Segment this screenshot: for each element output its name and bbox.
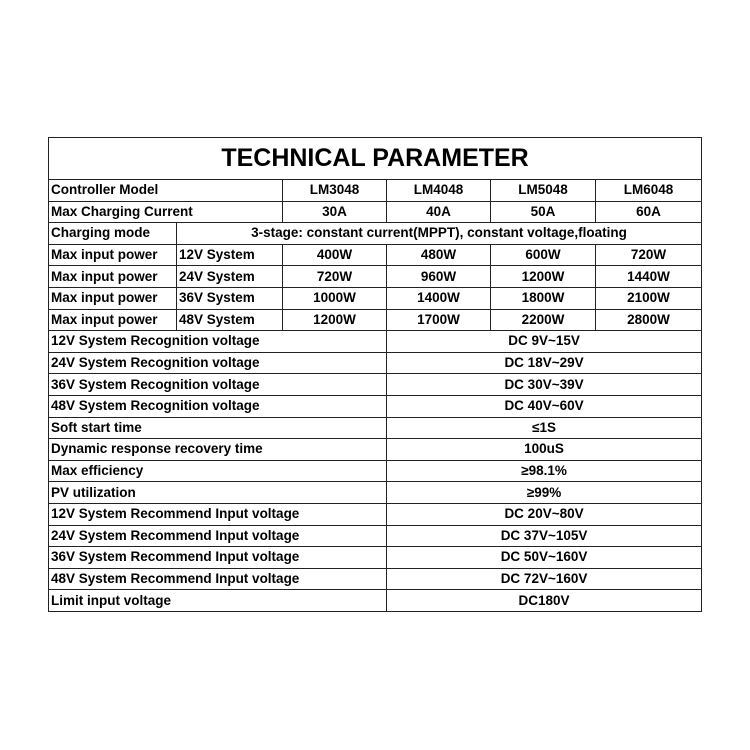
controller-model-row — [49, 180, 702, 202]
row-label: Charging mode — [49, 223, 177, 245]
max-input-power-row — [49, 287, 702, 309]
row-label: Max input power — [49, 309, 177, 331]
row-label: 12V System Recommend Input voltage — [49, 503, 387, 525]
row-label: Max Charging Current — [49, 201, 283, 223]
value-cell: DC180V — [387, 590, 702, 612]
value-cell: 720W — [596, 244, 702, 266]
value-cell: 1800W — [491, 287, 596, 309]
value-cell: DC 9V~15V — [387, 331, 702, 353]
value-cell: 100uS — [387, 439, 702, 461]
value-cell: 720W — [283, 266, 387, 288]
technical-parameter-table — [48, 137, 702, 612]
row-label: Max input power — [49, 287, 177, 309]
spec-row — [49, 331, 702, 353]
max-input-power-row — [49, 266, 702, 288]
row-label: Soft start time — [49, 417, 387, 439]
spec-row — [49, 439, 702, 461]
system-cell: 24V System — [177, 266, 283, 288]
row-label: Dynamic response recovery time — [49, 439, 387, 461]
system-cell: 12V System — [177, 244, 283, 266]
row-label: Limit input voltage — [49, 590, 387, 612]
value-cell: 1200W — [491, 266, 596, 288]
value-cell: 1000W — [283, 287, 387, 309]
spec-row — [49, 482, 702, 504]
row-label: Max efficiency — [49, 460, 387, 482]
value-cell: 960W — [387, 266, 491, 288]
value-cell: DC 30V~39V — [387, 374, 702, 396]
value-cell: 1400W — [387, 287, 491, 309]
row-label: 48V System Recognition voltage — [49, 395, 387, 417]
spec-row — [49, 503, 702, 525]
value-cell: 400W — [283, 244, 387, 266]
row-label: Max input power — [49, 266, 177, 288]
row-label: 12V System Recognition voltage — [49, 331, 387, 353]
value-cell: 2800W — [596, 309, 702, 331]
spec-row — [49, 525, 702, 547]
value-cell: ≤1S — [387, 417, 702, 439]
value-cell: DC 50V~160V — [387, 547, 702, 569]
spec-row — [49, 547, 702, 569]
row-label: 36V System Recommend Input voltage — [49, 547, 387, 569]
value-cell: 30A — [283, 201, 387, 223]
value-cell: DC 40V~60V — [387, 395, 702, 417]
spec-row — [49, 460, 702, 482]
value-cell: 1440W — [596, 266, 702, 288]
value-cell: ≥99% — [387, 482, 702, 504]
row-label: 24V System Recognition voltage — [49, 352, 387, 374]
value-cell: 2100W — [596, 287, 702, 309]
value-cell: 60A — [596, 201, 702, 223]
model-cell: LM5048 — [491, 180, 596, 202]
value-cell: 40A — [387, 201, 491, 223]
value-cell: ≥98.1% — [387, 460, 702, 482]
spec-row — [49, 568, 702, 590]
table-title: TECHNICAL PARAMETER — [49, 138, 702, 180]
value-cell: 1200W — [283, 309, 387, 331]
title-row — [49, 138, 702, 180]
row-label: Controller Model — [49, 180, 283, 202]
row-label: Max input power — [49, 244, 177, 266]
value-cell: DC 18V~29V — [387, 352, 702, 374]
model-cell: LM4048 — [387, 180, 491, 202]
row-label: PV utilization — [49, 482, 387, 504]
value-cell: DC 37V~105V — [387, 525, 702, 547]
value-cell: 2200W — [491, 309, 596, 331]
spec-row — [49, 417, 702, 439]
spec-row — [49, 395, 702, 417]
max-input-power-row — [49, 244, 702, 266]
max-charging-current-row — [49, 201, 702, 223]
max-input-power-row — [49, 309, 702, 331]
spec-row — [49, 590, 702, 612]
value-cell: 3-stage: constant current(MPPT), constant voltage,floating — [177, 223, 702, 245]
row-label: 24V System Recommend Input voltage — [49, 525, 387, 547]
charging-mode-row — [49, 223, 702, 245]
value-cell: DC 72V~160V — [387, 568, 702, 590]
spec-row — [49, 374, 702, 396]
model-cell: LM6048 — [596, 180, 702, 202]
model-cell: LM3048 — [283, 180, 387, 202]
system-cell: 36V System — [177, 287, 283, 309]
system-cell: 48V System — [177, 309, 283, 331]
value-cell: 600W — [491, 244, 596, 266]
value-cell: 1700W — [387, 309, 491, 331]
spec-row — [49, 352, 702, 374]
value-cell: 50A — [491, 201, 596, 223]
value-cell: DC 20V~80V — [387, 503, 702, 525]
value-cell: 480W — [387, 244, 491, 266]
row-label: 48V System Recommend Input voltage — [49, 568, 387, 590]
row-label: 36V System Recognition voltage — [49, 374, 387, 396]
